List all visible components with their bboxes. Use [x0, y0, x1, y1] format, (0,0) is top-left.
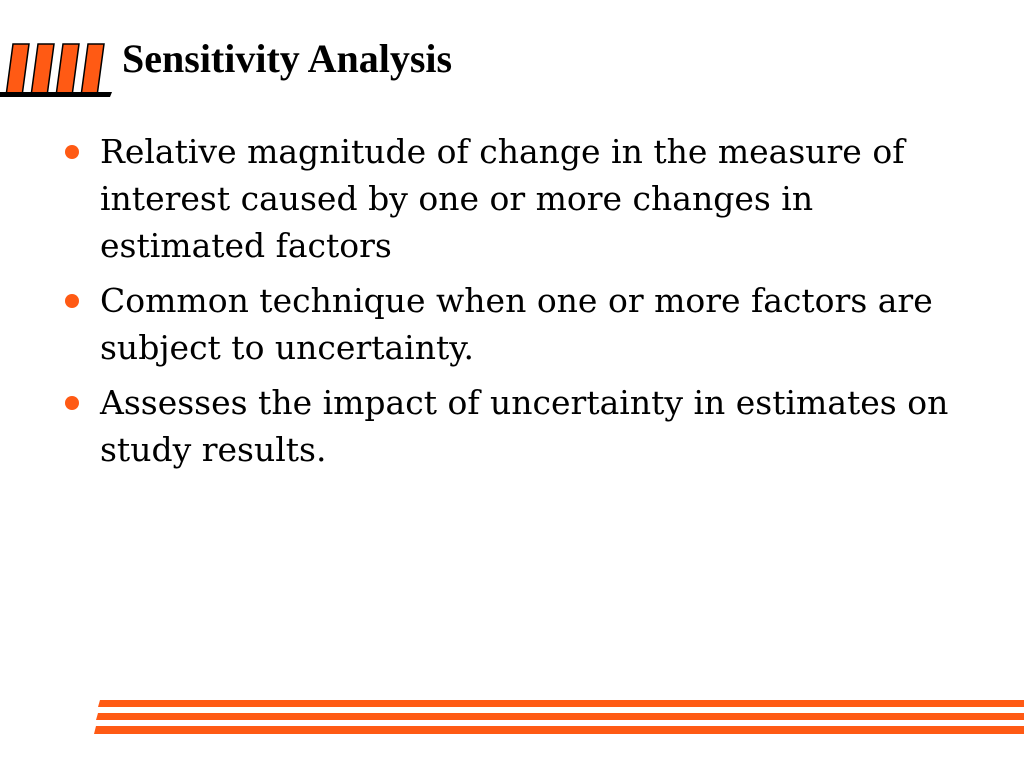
circle-bullet-icon: [65, 294, 79, 308]
bullet-item: [62, 379, 962, 473]
footer-stripes-icon: [94, 698, 1024, 738]
circle-bullet-icon: [65, 145, 79, 159]
bullet-item: [62, 128, 962, 269]
bullet-text: Relative magnitude of change in the measure of interest caused by one or more changes in estimated factors: [100, 132, 905, 265]
bullet-text: Common technique when one or more factors are subject to uncertainty.: [100, 281, 933, 367]
circle-bullet-icon: [65, 396, 79, 410]
bullet-list: [62, 128, 962, 481]
bullet-text: Assesses the impact of uncertainty in estimates on study results.: [100, 383, 949, 469]
logo-bars: [0, 44, 112, 97]
slide-title: Sensitivity Analysis: [122, 36, 453, 81]
slanted-bars-logo-icon: [0, 40, 112, 100]
bullet-item: [62, 277, 962, 371]
